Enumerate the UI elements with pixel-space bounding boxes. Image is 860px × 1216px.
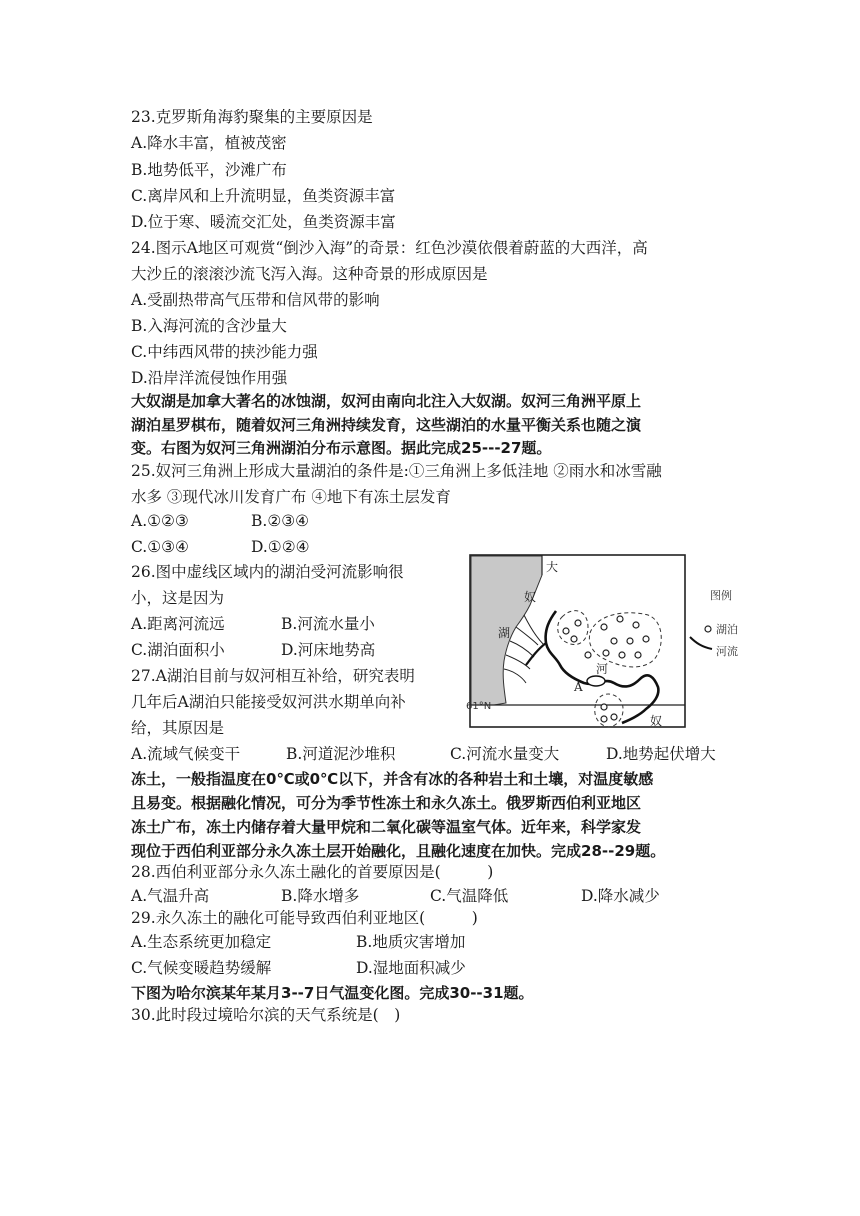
river-label-char2: 奴 (650, 714, 663, 728)
q29-option-a: A.生态系统更加稳定 (131, 933, 272, 951)
q24-option-d: D.沿岸洋流侵蚀作用强 (131, 369, 288, 387)
q26-option-a: A.距离河流远 (131, 615, 225, 633)
q26-option-d: D.河床地势高 (281, 641, 376, 659)
q28-option-b: B.降水增多 (281, 887, 360, 905)
q24-option-c: C.中纬西风带的挟沙能力强 (131, 343, 318, 361)
q24-stem-line1: 24.图示A地区可观赏“倒沙入海”的奇景：红色沙漠依偎着蔚蓝的大西洋，高 (131, 239, 648, 257)
intro30-line1: 下图为哈尔滨某年某月3--7日气温变化图。完成30--31题。 (131, 984, 534, 1002)
q25-stem-line2: 水多 ③现代冰川发育广布 ④地下有冻土层发育 (131, 488, 451, 506)
q27-stem-line3: 给，其原因是 (131, 719, 225, 737)
q27-stem-line1: 27.A湖泊目前与奴河相互补给，研究表明 (131, 667, 415, 685)
q25-stem-line1: 25.奴河三角洲上形成大量湖泊的条件是:①三角洲上多低洼地 ②雨水和冰雪融 (131, 462, 662, 480)
q27-option-d: D.地势起伏增大 (606, 745, 716, 763)
lake-label-char1: 大 (546, 560, 559, 574)
q28-option-d: D.降水减少 (581, 887, 660, 905)
lake-label-char3: 湖 (498, 626, 511, 640)
slave-river-delta-map (464, 553, 746, 733)
q28-option-a: A.气温升高 (131, 887, 210, 905)
legend-river-icon (690, 637, 712, 649)
q29-stem: 29.永久冻土的融化可能导致西伯利亚地区( ) (131, 909, 478, 927)
lake-a (587, 676, 605, 686)
lake-label-char2: 奴 (524, 590, 537, 604)
q23-option-b: B.地势低平，沙滩广布 (131, 161, 287, 179)
q29-option-c: C.气候变暖趋势缓解 (131, 959, 272, 977)
legend-title: 图例 (710, 589, 732, 602)
q24-option-a: A.受副热带高气压带和信风带的影响 (131, 291, 380, 309)
q23-option-a: A.降水丰富，植被茂密 (131, 134, 287, 152)
legend-lake-icon (705, 626, 711, 632)
legend-lake-label: 湖泊 (716, 623, 738, 636)
intro25-line2: 湖泊星罗棋布，随着奴河三角洲持续发育，这些湖泊的水量平衡关系也随之演 (131, 416, 642, 434)
q26-stem-line1: 26.图中虚线区域内的湖泊受河流影响很 (131, 563, 404, 581)
point-a-label: A (574, 680, 583, 694)
q23-option-d: D.位于寒、暖流交汇处，鱼类资源丰富 (131, 213, 396, 231)
q27-option-b: B.河道泥沙堆积 (286, 745, 396, 763)
q29-option-b: B.地质灾害增加 (356, 933, 466, 951)
q26-stem-line2: 小，这是因为 (131, 589, 225, 607)
intro28-line3: 冻土广布，冻土内储存着大量甲烷和二氧化碳等温室气体。近年来，科学家发 (131, 818, 642, 836)
q25-option-b: B.②③④ (251, 512, 310, 530)
q27-stem-line2: 几年后A湖泊只能接受奴河洪水期单向补 (131, 693, 406, 711)
q28-option-c: C.气温降低 (430, 887, 509, 905)
q24-stem-line2: 大沙丘的滚滚沙流飞泻入海。这种奇景的形成原因是 (131, 265, 488, 283)
q29-option-d: D.湿地面积减少 (356, 959, 466, 977)
q26-option-b: B.河流水量小 (281, 615, 375, 633)
q27-option-a: A.流域气候变干 (131, 745, 241, 763)
latitude-label: 61°N (466, 701, 492, 712)
q27-option-c: C.河流水量变大 (450, 745, 560, 763)
legend-river-label: 河流 (716, 645, 738, 658)
q25-option-a: A.①②③ (131, 512, 189, 530)
intro25-line3: 变。右图为奴河三角洲湖泊分布示意图。据此完成25---27题。 (131, 439, 552, 457)
q23-option-c: C.离岸风和上升流明显，鱼类资源丰富 (131, 187, 396, 205)
intro28-line1: 冻土，一般指温度在0℃或0℃以下，并含有冰的各种岩土和土壤，对温度敏感 (131, 770, 654, 788)
q23-stem: 23.克罗斯角海豹聚集的主要原因是 (131, 108, 373, 126)
q30-stem: 30.此时段过境哈尔滨的天气系统是( ) (131, 1006, 401, 1024)
q24-option-b: B.入海河流的含沙量大 (131, 317, 287, 335)
intro28-line2: 且易变。根据融化情况，可分为季节性冻土和永久冻土。俄罗斯西伯利亚地区 (131, 794, 642, 812)
intro25-line1: 大奴湖是加拿大著名的冰蚀湖，奴河由南向北注入大奴湖。奴河三角洲平原上 (131, 392, 642, 410)
q26-option-c: C.湖泊面积小 (131, 641, 225, 659)
q25-option-c: C.①③④ (131, 538, 189, 556)
river-label-char1: 河 (596, 662, 609, 676)
q28-stem: 28.西伯利亚部分永久冻土融化的首要原因是( ) (131, 863, 494, 881)
q25-option-d: D.①②④ (251, 538, 310, 556)
intro28-line4: 现位于西伯利亚部分永久冻土层开始融化，且融化速度在加快。完成28--29题。 (131, 842, 666, 860)
